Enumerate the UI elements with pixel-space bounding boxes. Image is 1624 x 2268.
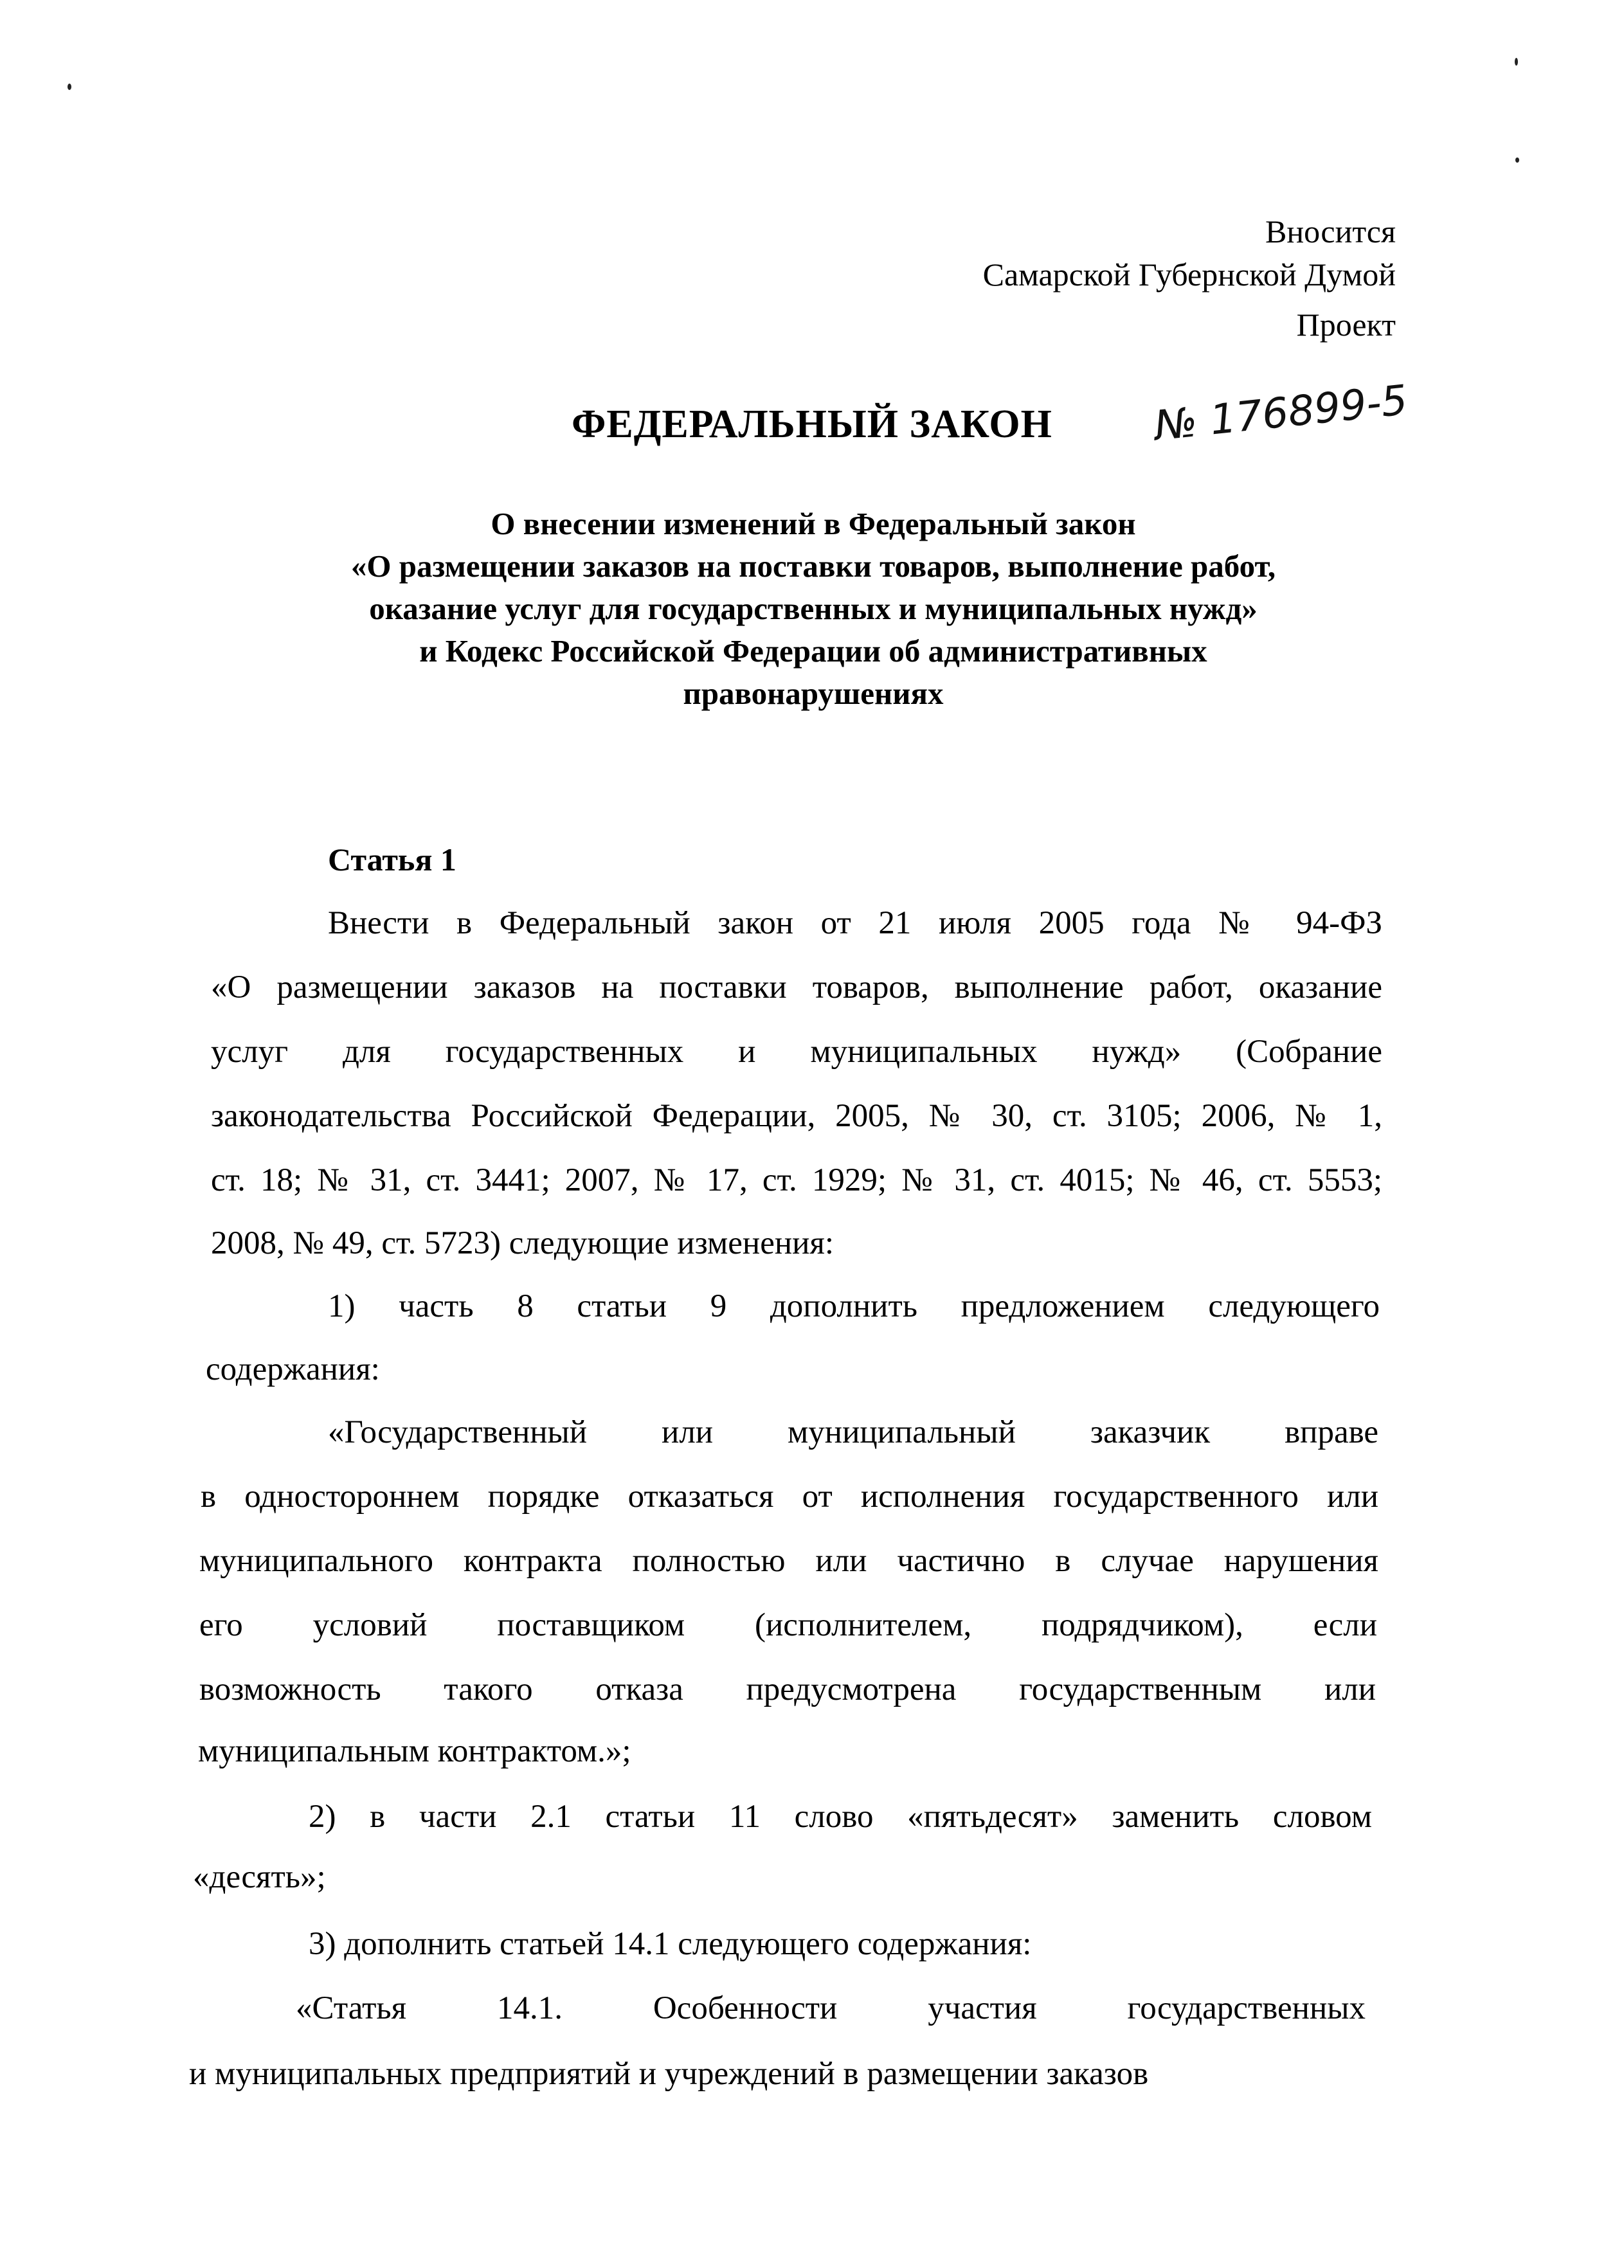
subtitle-line: и Кодекс Российской Федерации об административных bbox=[419, 633, 1207, 669]
body-line: возможность такого отказа предусмотрена государственным или bbox=[199, 1671, 1376, 1707]
body-line: услуг для государственных и муниципальных нужд» (Собрание bbox=[211, 1034, 1382, 1070]
body-line: «десять»; bbox=[193, 1859, 326, 1895]
svg-text:№ 176899-5: № 176899-5 bbox=[1152, 376, 1410, 451]
scan-speck bbox=[68, 84, 71, 90]
subtitle-line: «О размещении заказов на поставки товаров, выполнение работ, bbox=[350, 548, 1276, 584]
body-line: «Государственный или муниципальный заказчик вправе bbox=[328, 1414, 1378, 1450]
header-submitter: Самарской Губернской Думой bbox=[982, 256, 1396, 292]
body-line: Внести в Федеральный закон от 21 июля 2005 года № 94-ФЗ bbox=[328, 905, 1382, 941]
body-line: «О размещении заказов на поставки товаров, выполнение работ, оказание bbox=[211, 969, 1382, 1005]
body-line: и муниципальных предприятий и учреждений в размещении заказов bbox=[189, 2056, 1149, 2092]
body-line: муниципального контракта полностью или частично в случае нарушения bbox=[199, 1543, 1378, 1579]
body-line: 2) в части 2.1 статьи 11 слово «пятьдесят» заменить словом bbox=[309, 1799, 1372, 1835]
subtitle-line: правонарушениях bbox=[683, 676, 944, 711]
article-heading: Статья 1 bbox=[328, 842, 456, 878]
body-line: содержания: bbox=[206, 1351, 380, 1387]
body-line: в одностороннем порядке отказаться от исполнения государственного или bbox=[201, 1479, 1378, 1515]
body-line: «Статья 14.1. Особенности участия государственных bbox=[296, 1990, 1366, 2026]
subtitle-line: оказание услуг для государственных и муниципальных нужд» bbox=[369, 591, 1258, 626]
header-submitted-by: Вносится bbox=[1265, 213, 1396, 249]
scan-speck bbox=[1515, 158, 1519, 163]
document-title: ФЕДЕРАЛЬНЫЙ ЗАКОН bbox=[572, 402, 1052, 446]
body-line: его условий поставщиком (исполнителем, подрядчиком), если bbox=[199, 1607, 1377, 1643]
body-line: 1) часть 8 статьи 9 дополнить предложением следующего bbox=[328, 1288, 1380, 1324]
body-line: 3) дополнить статьей 14.1 следующего содержания: bbox=[309, 1926, 1032, 1962]
body-line: ст. 18; № 31, ст. 3441; 2007, № 17, ст. 1929; № 31, ст. 4015; № 46, ст. 5553; bbox=[211, 1162, 1382, 1198]
scan-speck bbox=[1515, 58, 1518, 66]
body-line: законодательства Российской Федерации, 2005, № 30, ст. 3105; 2006, № 1, bbox=[211, 1098, 1382, 1134]
header-draft-label: Проект bbox=[1296, 307, 1396, 343]
body-line: муниципальным контрактом.»; bbox=[198, 1733, 631, 1769]
subtitle-line: О внесении изменений в Федеральный закон bbox=[491, 506, 1136, 541]
body-line: 2008, № 49, ст. 5723) следующие изменения: bbox=[211, 1225, 835, 1261]
